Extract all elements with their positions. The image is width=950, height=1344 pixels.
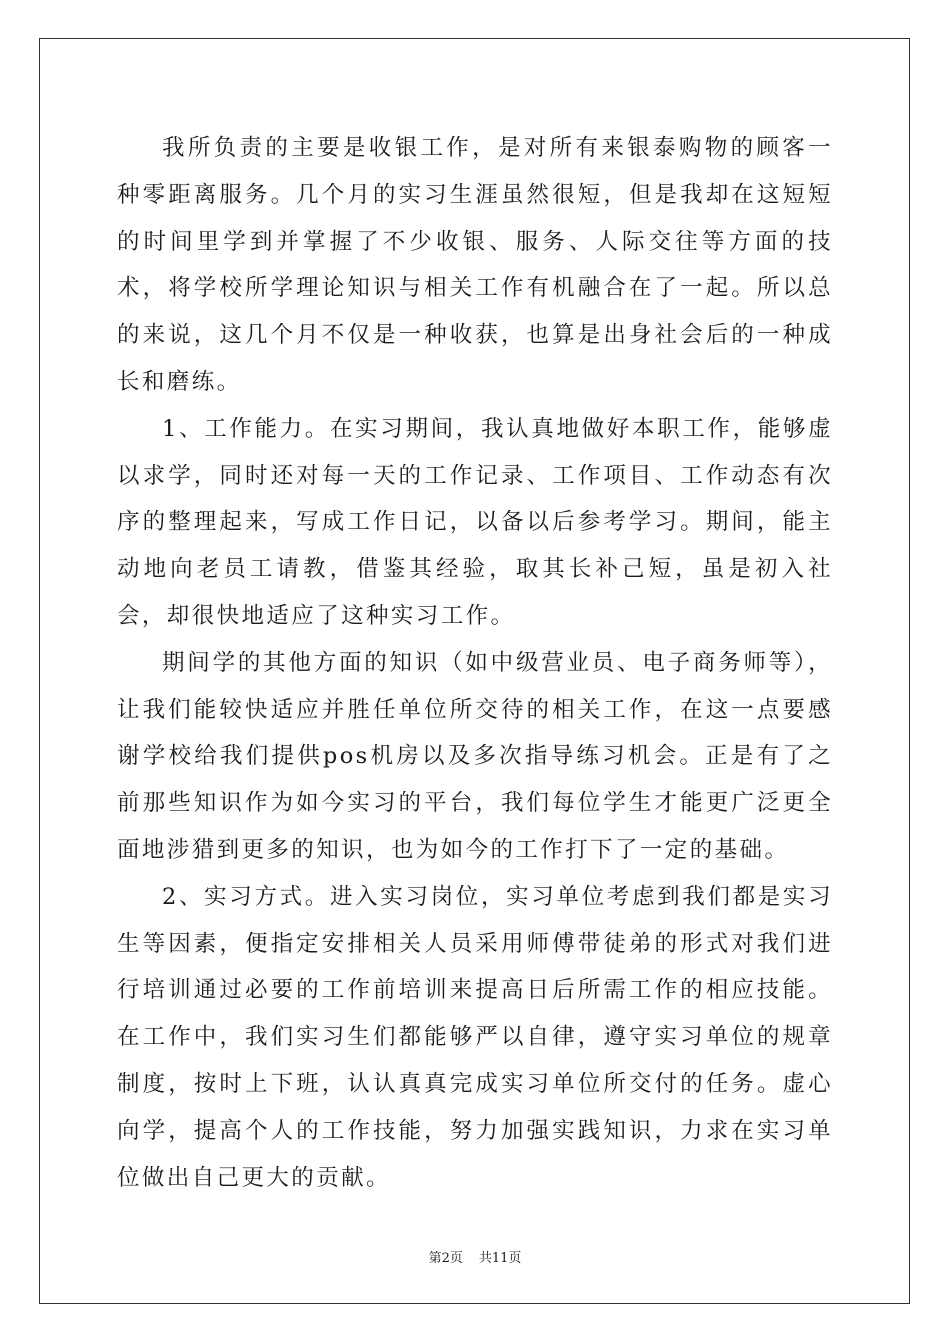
- page-footer: [0, 1247, 950, 1266]
- paragraph-work-ability: 1、工作能力。在实习期间，我认真地做好本职工作，能够虚以求学，同时还对每一天的工作记录、工作项目、工作动态有次序的整理起来，写成工作日记，以备以后参考学习。期间，能主动地向老员工请教，借鉴其经验，取其长补己短，虽是初入社会，却很快地适应了这种实习工作。: [117, 415, 833, 629]
- page-number: 第2页: [428, 1251, 463, 1266]
- page-total: 共11页: [478, 1251, 522, 1266]
- paragraph-other-knowledge: 期间学的其他方面的知识（如中级营业员、电子商务师等），让我们能较快适应并胜任单位所交待的相关工作，在这一点要感谢学校给我们提供pos机房以及多次指导练习机会。正是有了之前那些知识作为如今实习的平台，我们每位学生才能更广泛更全面地涉猎到更多的知识，也为如今的工作打下了一定的基础。: [117, 649, 833, 863]
- paragraph-cashier-work: 我所负责的主要是收银工作，是对所有来银泰购物的顾客一种零距离服务。几个月的实习生涯虽然很短，但是我却在这短短的时间里学到并掌握了不少收银、服务、人际交往等方面的技术，将学校所学理论知识与相关工作有机融合在了一起。所以总的来说，这几个月不仅是一种收获，也算是出身社会后的一种成长和磨练。: [117, 135, 833, 395]
- paragraph-internship-method: 2、实习方式。进入实习岗位，实习单位考虑到我们都是实习生等因素，便指定安排相关人员采用师傅带徒弟的形式对我们进行培训通过必要的工作前培训来提高日后所需工作的相应技能。在工作中，我们实习生们都能够严以自律，遵守实习单位的规章制度，按时上下班，认认真真完成实习单位所交付的任务。虚心向学，提高个人的工作技能，努力加强实践知识，力求在实习单位做出自己更大的贡献。: [117, 883, 833, 1191]
- document-body: [117, 125, 833, 1201]
